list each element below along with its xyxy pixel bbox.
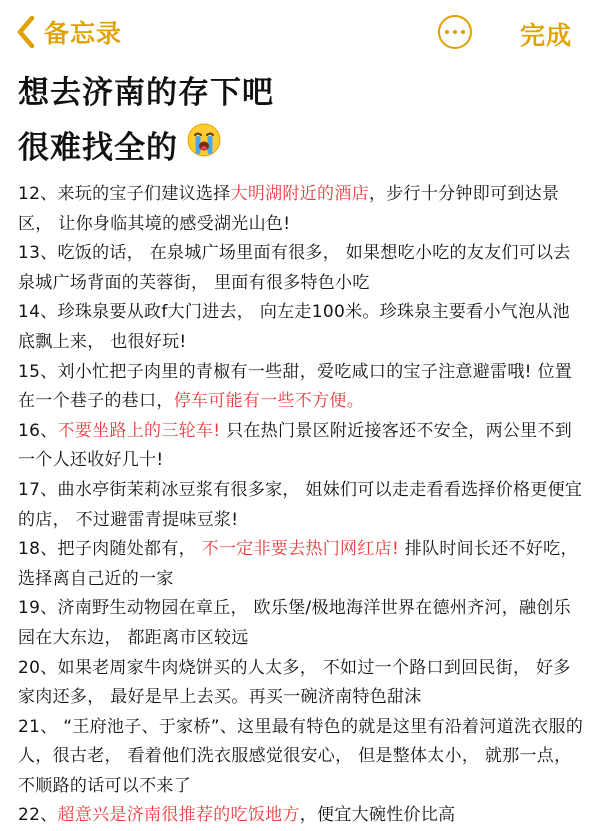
paragraph-text: 只在热门景区附近接客还不安全，两公里不到一个人还收好几十! <box>18 420 573 471</box>
note-paragraph <box>18 476 586 535</box>
note-body[interactable] <box>0 176 600 831</box>
note-paragraph <box>18 417 586 476</box>
paragraph-text: 12、来玩的宝子们建议选择 <box>18 184 231 204</box>
note-paragraph <box>18 358 586 417</box>
note-paragraph <box>18 180 586 239</box>
note-title <box>0 66 600 176</box>
highlighted-text: 大明湖附近的酒店 <box>230 184 369 204</box>
navigation-bar <box>0 0 600 66</box>
back-label: 备忘录 <box>44 19 123 48</box>
more-circle-icon[interactable] <box>438 15 472 49</box>
paragraph-text: 18、把子肉随处都有， <box>18 539 202 560</box>
note-paragraph <box>18 594 586 653</box>
highlighted-text: 不一定非要去热门网红店! <box>201 539 400 560</box>
paragraph-text: 13、吃饭的话， 在泉城广场里面有很多， 如果想吃小吃的友友们可以去泉城广场背面的芙蓉街， 里面有很多特色小吃 <box>18 243 571 293</box>
paragraph-text: 21、 “王府池子、于家桥”、这里最有特色的就是这里有沿着河道洗衣服的人，很古老， 看着他们洗衣服感觉很安心， 但是整体太小， 就那一点， 不顺路的话可以不来了 <box>18 716 584 796</box>
note-paragraph <box>18 801 586 831</box>
paragraph-text: ，便宜大碗性价比高 <box>299 805 456 826</box>
paragraph-text: 22、 <box>18 805 58 826</box>
paragraph-text: 20、如果老周家牛肉烧饼买的人太多， 不如过一个路口到回民街， 好多家肉还多， 最好是早上去买。再买一碗济南特色甜沫 <box>18 657 571 708</box>
paragraph-text: 排队时间长还不好吃， 选择离自己近的一家 <box>18 539 578 589</box>
paragraph-text: 15、刘小忙把子肉里的青椒有一些甜，爱吃咸口的宝子注意避雷哦! 位置在一个巷子的巷口， <box>18 361 573 412</box>
highlighted-text: 超意兴是济南很推荐的吃饭地方 <box>57 805 300 826</box>
paragraph-text: 19、济南野生动物园在章丘， 欧乐堡/极地海洋世界在德州齐河，融创乐园在大东边， 都距离市区较远 <box>18 598 571 648</box>
highlighted-text: 不要坐路上的三轮车! <box>57 420 221 441</box>
note-paragraph <box>18 654 586 713</box>
chevron-left-icon <box>16 15 36 49</box>
note-paragraph <box>18 535 586 594</box>
note-paragraph <box>18 298 586 357</box>
back-button[interactable] <box>16 14 122 50</box>
paragraph-text: 17、曲水亭街茉莉冰豆浆有很多家， 姐妹们可以走走看看选择价格更便宜的店， 不过避雷青提味豆浆! <box>18 479 583 530</box>
note-title-line-1: 想去济南的存下吧 <box>18 75 274 111</box>
note-paragraph <box>18 239 586 298</box>
highlighted-text: 停车可能有一些不方便。 <box>173 391 365 412</box>
crying-face-icon <box>186 121 222 176</box>
done-button[interactable]: 完成 <box>519 21 572 50</box>
paragraph-text: 14、珍珠泉要从政f大门进去， 向左走100米。珍珠泉主要看小气泡从池底飘上来， 也很好玩! <box>18 302 570 352</box>
note-paragraph <box>18 713 586 802</box>
paragraph-text: 16、 <box>18 420 58 441</box>
note-title-line-2: 很难找全的 <box>18 130 178 166</box>
paragraph-text: ，步行十分钟即可到达景区， 让你身临其境的感受湖光山色! <box>18 184 560 234</box>
